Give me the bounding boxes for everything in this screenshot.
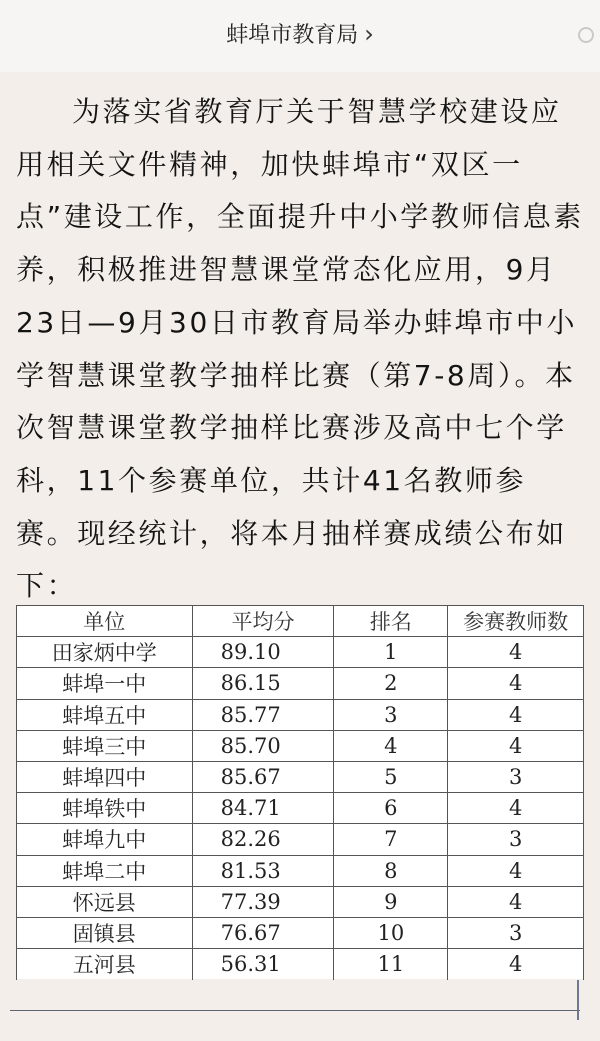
cell-teacher-count: 3 [448,761,584,792]
cell-teacher-count: 3 [448,917,584,948]
cell-rank: 4 [334,730,448,761]
cell-rank: 2 [334,668,448,699]
more-icon[interactable] [578,27,594,43]
cell-unit: 怀远县 [17,886,193,917]
cell-unit: 蚌埠五中 [17,699,193,730]
cell-teacher-count: 4 [448,949,584,980]
cell-unit: 蚌埠一中 [17,668,193,699]
cell-rank: 11 [334,949,448,980]
cell-average: 86.15 [192,668,334,699]
account-title-link[interactable] [0,14,600,54]
table-row [17,637,584,668]
header-average: 平均分 [192,606,334,637]
table-row [17,668,584,699]
cell-unit: 蚌埠二中 [17,855,193,886]
table-row [17,793,584,824]
cell-teacher-count: 3 [448,824,584,855]
cell-teacher-count: 4 [448,886,584,917]
cell-unit: 蚌埠九中 [17,824,193,855]
cell-rank: 9 [334,886,448,917]
account-name: 蚌埠市教育局 [226,23,359,48]
table-header-row [17,606,584,637]
top-bar [0,0,600,72]
cell-unit: 田家炳中学 [17,637,193,668]
results-table-container [16,605,584,979]
table-row [17,699,584,730]
cell-unit: 蚌埠三中 [17,730,193,761]
table-row [17,886,584,917]
cell-teacher-count: 4 [448,730,584,761]
table-row [17,855,584,886]
divider [10,1010,580,1011]
cell-teacher-count: 4 [448,668,584,699]
cell-unit: 固镇县 [17,917,193,948]
header-unit: 单位 [17,606,193,637]
header-teacher-count: 参赛教师数 [448,606,584,637]
cell-average: 77.39 [192,886,334,917]
cell-average: 84.71 [192,793,334,824]
table-row [17,824,584,855]
cell-average: 81.53 [192,855,334,886]
cell-average: 89.10 [192,637,334,668]
cell-rank: 3 [334,699,448,730]
cell-teacher-count: 4 [448,793,584,824]
cell-rank: 1 [334,637,448,668]
table-row [17,917,584,948]
cell-unit: 蚌埠四中 [17,761,193,792]
article-paragraph: 为落实省教育厅关于智慧学校建设应用相关文件精神，加快蚌埠市“双区一点”建设工作，全面提升中小学教师信息素养，积极推进智慧课堂常态化应用，9月23日—9月30日市教育局举办蚌埠市中小学智慧课堂教学抽样比赛（第7-8周）。本次智慧课堂教学抽样比赛涉及高中七个学科，11个参赛单位，共计41名教师参赛。现经统计，将本月抽样赛成绩公布如下： [16,95,584,603]
table-row [17,949,584,980]
cell-average: 56.31 [192,949,334,980]
results-table [16,605,584,980]
text-cursor [577,980,579,1020]
header-rank: 排名 [334,606,448,637]
cell-teacher-count: 4 [448,637,584,668]
cell-average: 85.70 [192,730,334,761]
cell-rank: 5 [334,761,448,792]
cell-unit: 五河县 [17,949,193,980]
cell-teacher-count: 4 [448,855,584,886]
cell-average: 76.67 [192,917,334,948]
table-row [17,730,584,761]
chevron-right-icon: › [364,20,374,48]
cell-average: 82.26 [192,824,334,855]
table-row [17,761,584,792]
cell-rank: 7 [334,824,448,855]
cell-rank: 8 [334,855,448,886]
cell-average: 85.77 [192,699,334,730]
cell-unit: 蚌埠铁中 [17,793,193,824]
cell-teacher-count: 4 [448,699,584,730]
cell-rank: 10 [334,917,448,948]
cell-rank: 6 [334,793,448,824]
cell-average: 85.67 [192,761,334,792]
